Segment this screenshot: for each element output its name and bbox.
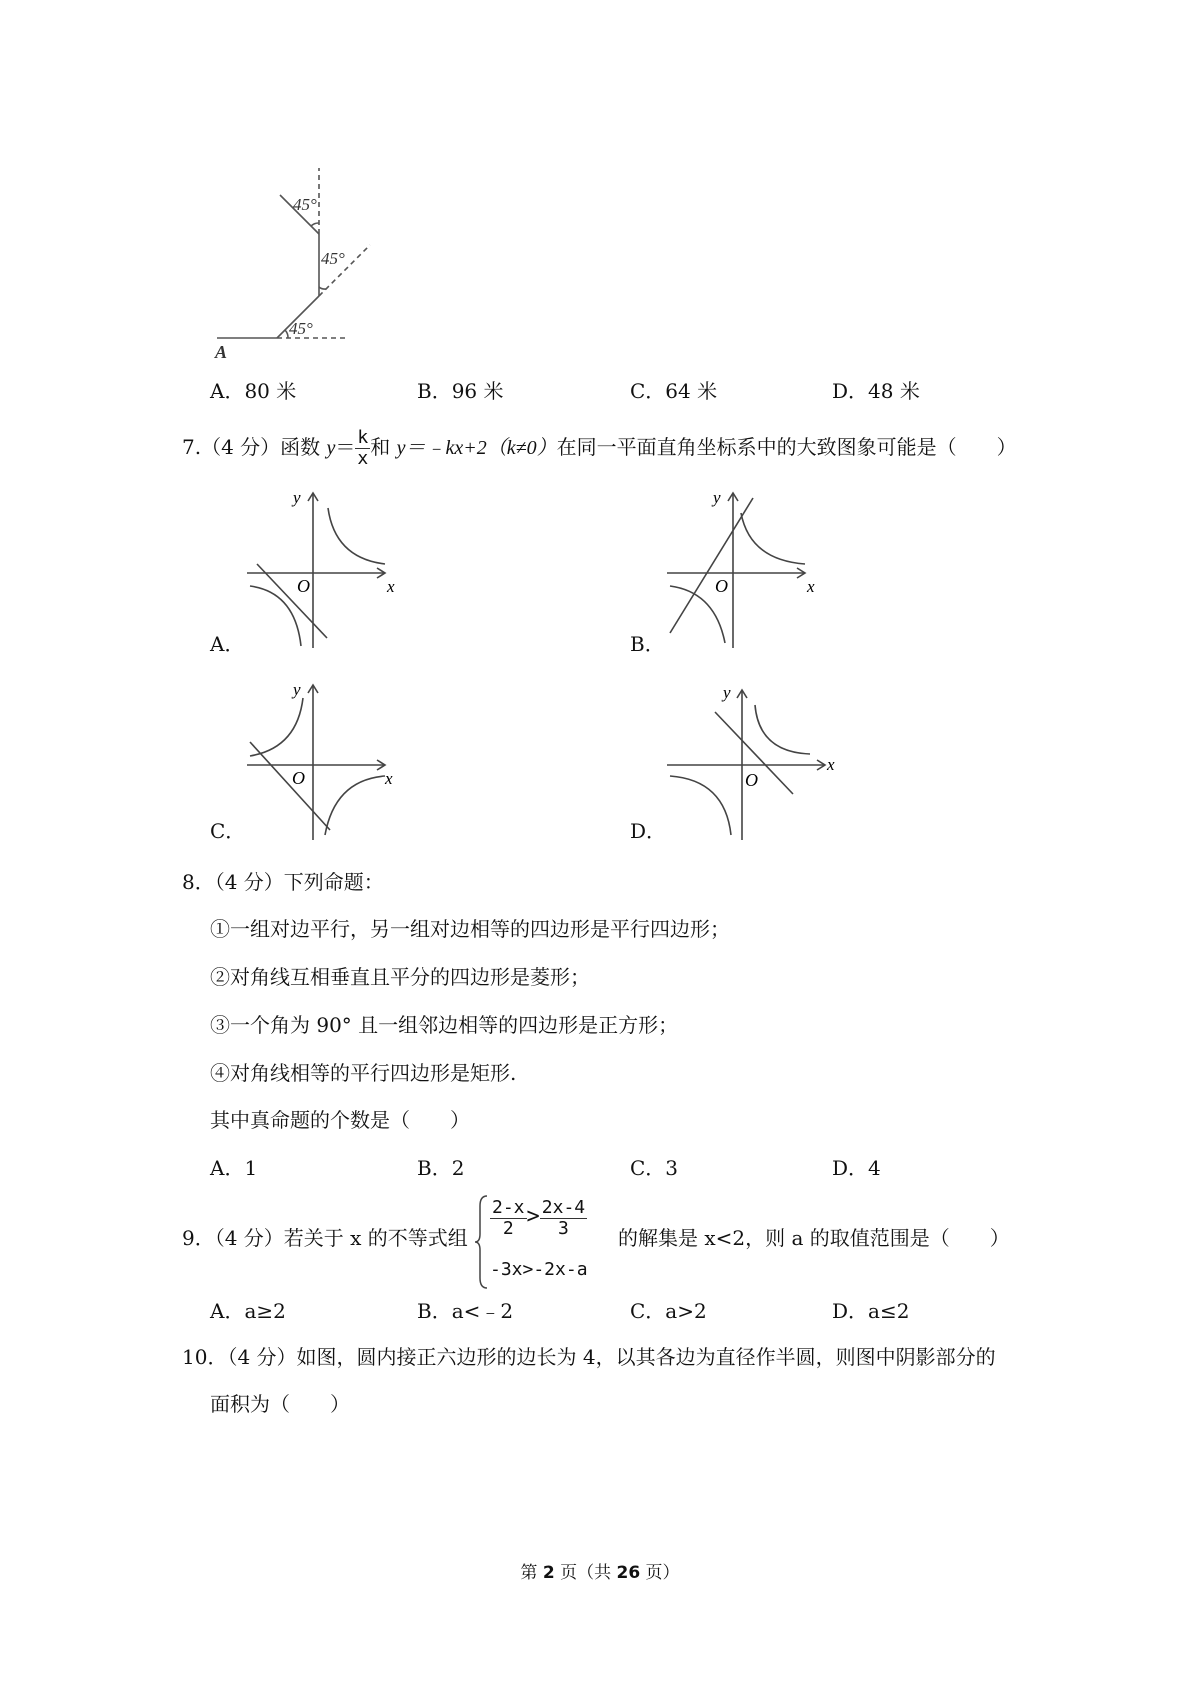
- q9-option-c[interactable]: C．a>2: [630, 1299, 707, 1323]
- frac-den: x: [357, 448, 369, 469]
- q6-option-b[interactable]: B．96 米: [417, 379, 504, 403]
- frac-den: 3: [558, 1218, 569, 1239]
- q9-inequality-1: [490, 1192, 587, 1242]
- x-axis-label: x: [387, 577, 395, 596]
- q9-inequality-2: -3x>-2x-a: [490, 1259, 588, 1280]
- q7-stem: [182, 425, 1017, 470]
- y-axis-label: y: [293, 488, 301, 507]
- q9-option-a[interactable]: A．a≥2: [210, 1299, 286, 1323]
- q8-item-1: ①一组对边平行，另一组对边相等的四边形是平行四边形；: [210, 917, 730, 941]
- q8-option-d[interactable]: D．4: [832, 1156, 881, 1180]
- q7-fraction: [355, 428, 370, 469]
- origin-label: O: [292, 768, 305, 788]
- q8-question: 其中真命题的个数是（ ）: [210, 1108, 470, 1132]
- footer-text: 第: [520, 1563, 543, 1583]
- q7-option-b[interactable]: B．: [630, 632, 665, 656]
- frac: [490, 1198, 527, 1239]
- q9-op: >: [526, 1204, 540, 1229]
- origin-label: O: [745, 770, 758, 790]
- q10-stem-line2: 面积为（ ）: [210, 1392, 350, 1416]
- y-axis-label: y: [293, 680, 301, 699]
- q7-y: y: [326, 437, 336, 459]
- q9-option-b[interactable]: B．a<﹣2: [417, 1299, 514, 1323]
- page-number: 2: [542, 1563, 555, 1583]
- q8-option-c[interactable]: C．3: [630, 1156, 679, 1180]
- frac-num: k: [357, 427, 369, 448]
- q7-graph-d: [665, 680, 845, 840]
- x-axis-label: x: [385, 769, 393, 788]
- q7-graph-a: [245, 488, 405, 648]
- point-a-label: A: [215, 342, 228, 362]
- q7-suffix: 在同一平面直角坐标系中的大致图象可能是（ ）: [556, 435, 1017, 459]
- q7-option-c[interactable]: C．: [210, 819, 246, 843]
- q7-mid: 和: [370, 435, 397, 459]
- x-axis-label: x: [807, 577, 815, 596]
- q8-item-4: ④对角线相等的平行四边形是矩形.: [210, 1061, 517, 1085]
- q9-prefix: 9．（4 分）若关于 x 的不等式组: [182, 1226, 468, 1250]
- q8-stem: 8．（4 分）下列命题：: [182, 870, 384, 894]
- q7-eq: ＝: [335, 435, 356, 459]
- y-axis-label: y: [713, 488, 721, 507]
- frac-num: 2x-4: [541, 1197, 586, 1218]
- q6-route-figure: [200, 160, 380, 360]
- origin-label: O: [715, 576, 728, 596]
- frac-num: 2-x: [492, 1197, 525, 1218]
- q6-option-a[interactable]: A．80 米: [210, 379, 297, 403]
- angle-label: 45°: [293, 195, 317, 214]
- page-footer: [0, 1561, 1200, 1585]
- footer-text: 页（共: [554, 1563, 617, 1583]
- q7-option-a[interactable]: A．: [210, 632, 245, 656]
- x-axis-label: x: [827, 755, 835, 774]
- q7-graph-c: [245, 680, 405, 840]
- frac-den: 2: [502, 1218, 514, 1239]
- q9-option-d[interactable]: D．a≤2: [832, 1299, 910, 1323]
- footer-text: 页）: [640, 1563, 680, 1583]
- q7-prefix: 7.（4 分）函数: [182, 435, 327, 459]
- angle-label: 45°: [289, 319, 313, 338]
- q8-item-3: ③一个角为 90° 且一组邻边相等的四边形是正方形；: [210, 1013, 679, 1037]
- q7-linear: y＝﹣kx+2（k≠0）: [396, 437, 557, 459]
- q10-stem-line1: 10．（4 分）如图，圆内接正六边形的边长为 4，以其各边为直径作半圆，则图中阴影部分的: [182, 1345, 996, 1369]
- q9-suffix: 的解集是 x<2，则 a 的取值范围是（ ）: [618, 1226, 1010, 1250]
- q7-option-d[interactable]: D．: [630, 819, 667, 843]
- origin-label: O: [297, 576, 310, 596]
- brace-icon: [474, 1194, 488, 1290]
- q7-graph-b: [665, 488, 825, 648]
- q6-option-c[interactable]: C．64 米: [630, 379, 718, 403]
- y-axis-label: y: [723, 683, 731, 702]
- q8-option-a[interactable]: A．1: [210, 1156, 258, 1180]
- angle-label: 45°: [321, 249, 345, 268]
- page-total: 26: [616, 1563, 641, 1583]
- q6-option-d[interactable]: D．48 米: [832, 379, 920, 403]
- q8-option-b[interactable]: B．2: [417, 1156, 465, 1180]
- q8-item-2: ②对角线互相垂直且平分的四边形是菱形；: [210, 965, 590, 989]
- frac: [540, 1198, 587, 1239]
